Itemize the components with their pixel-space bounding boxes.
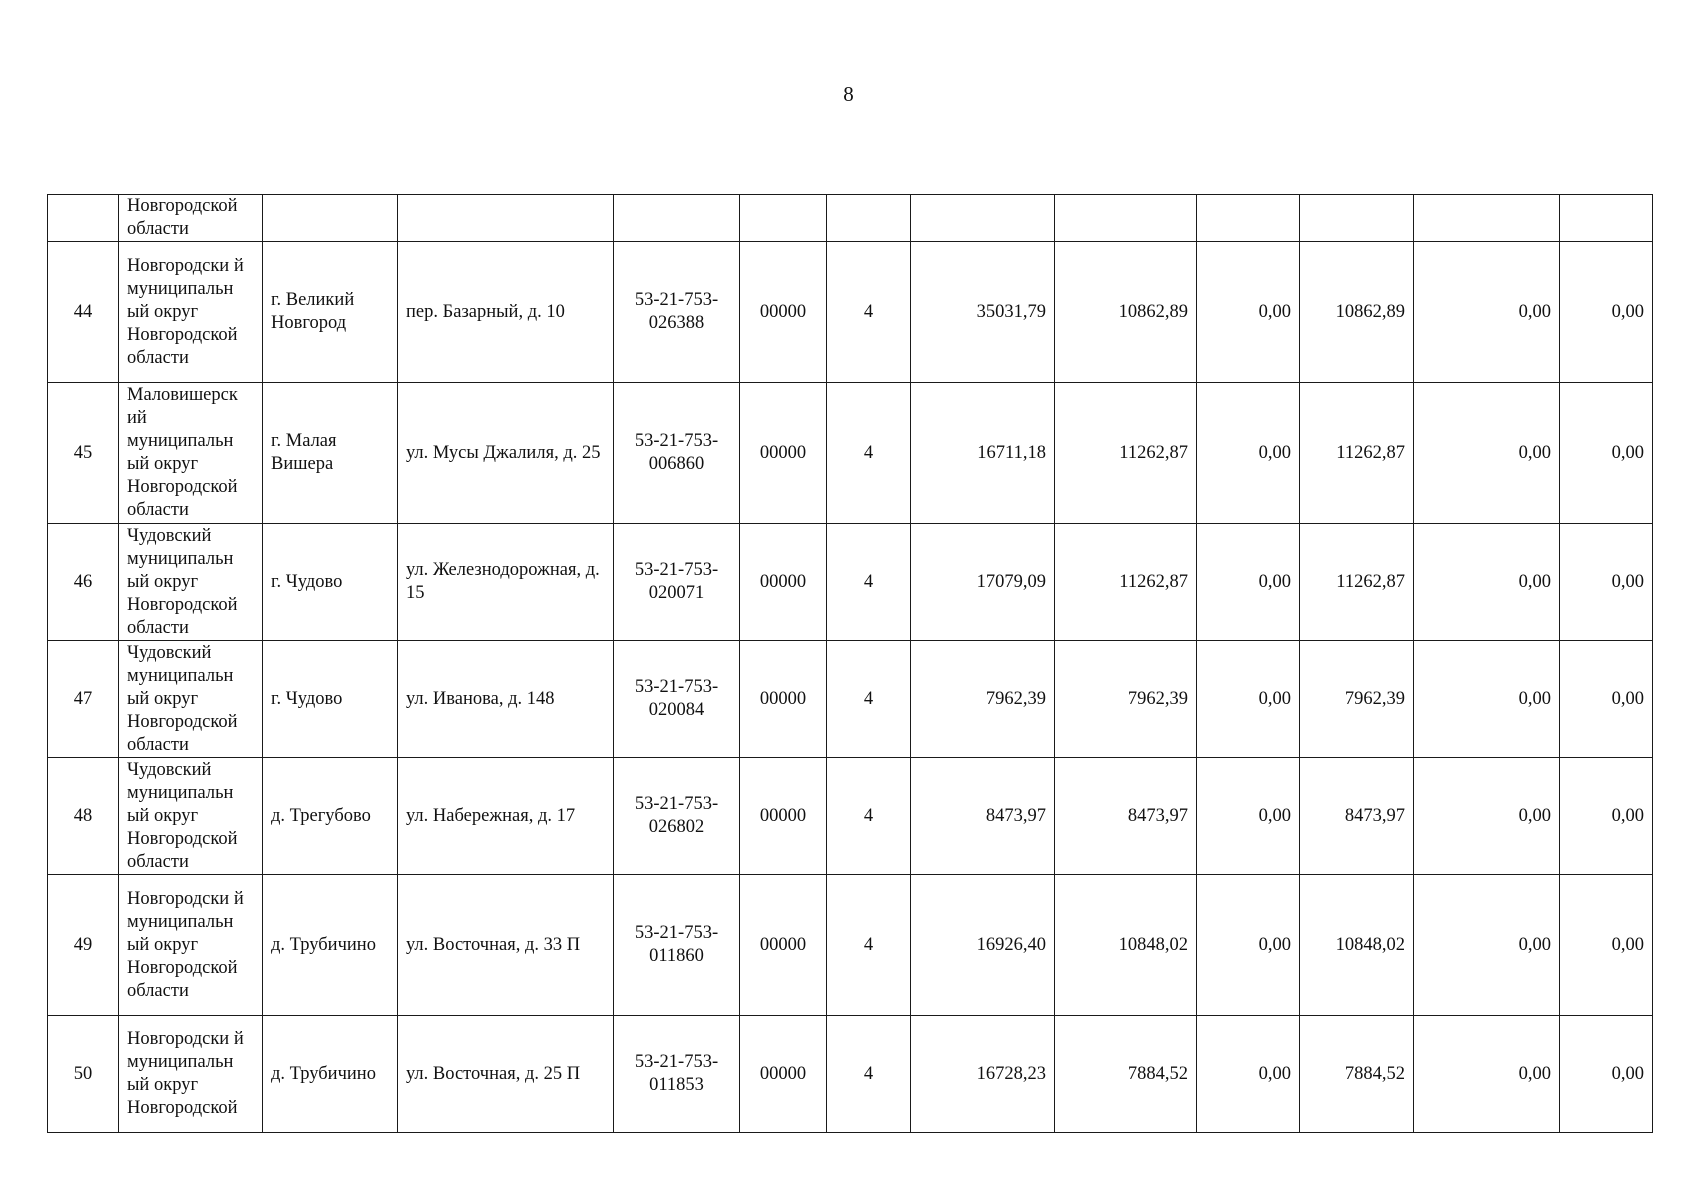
cell-value-1: 17079,09 bbox=[911, 524, 1055, 641]
cell-municipality: Маловишерск ий муниципальн ый округ Новгородской области bbox=[119, 383, 263, 524]
cell-value-1: 8473,97 bbox=[911, 758, 1055, 875]
cell-value-4: 7962,39 bbox=[1300, 641, 1414, 758]
cell-value-3: 0,00 bbox=[1197, 641, 1300, 758]
cell-kind: 00000 bbox=[740, 383, 827, 524]
cell-num: 45 bbox=[48, 383, 119, 524]
cell-value-6: 0,00 bbox=[1560, 641, 1653, 758]
cell-value-3: 0,00 bbox=[1197, 758, 1300, 875]
cell-value-5: 0,00 bbox=[1414, 758, 1560, 875]
cell-kind: 00000 bbox=[740, 1016, 827, 1133]
cell-value-2: 7884,52 bbox=[1055, 1016, 1197, 1133]
table-row bbox=[48, 524, 1653, 641]
cell-value-5: 0,00 bbox=[1414, 383, 1560, 524]
cell-kind: 00000 bbox=[740, 242, 827, 383]
cell-value-2 bbox=[1055, 195, 1197, 242]
cell-value-4: 11262,87 bbox=[1300, 383, 1414, 524]
cell-address: ул. Железнодорожная, д. 15 bbox=[398, 524, 614, 641]
cell-num: 47 bbox=[48, 641, 119, 758]
cell-locality: г. Чудово bbox=[263, 641, 398, 758]
cell-kind: 00000 bbox=[740, 641, 827, 758]
page-number: 8 bbox=[843, 82, 854, 106]
cell-value-6: 0,00 bbox=[1560, 875, 1653, 1016]
cell-value-3: 0,00 bbox=[1197, 875, 1300, 1016]
cell-count: 4 bbox=[827, 1016, 911, 1133]
cell-value-5: 0,00 bbox=[1414, 875, 1560, 1016]
table-row bbox=[48, 758, 1653, 875]
cell-kind: 00000 bbox=[740, 875, 827, 1016]
table-row bbox=[48, 875, 1653, 1016]
cell-address bbox=[398, 195, 614, 242]
table-row bbox=[48, 641, 1653, 758]
cell-num: 48 bbox=[48, 758, 119, 875]
cell-address: ул. Мусы Джалиля, д. 25 bbox=[398, 383, 614, 524]
table-row bbox=[48, 1016, 1653, 1133]
cell-count: 4 bbox=[827, 242, 911, 383]
cell-locality: г. Чудово bbox=[263, 524, 398, 641]
cell-locality: д. Трегубово bbox=[263, 758, 398, 875]
cell-value-4: 10848,02 bbox=[1300, 875, 1414, 1016]
cell-locality: г. Великий Новгород bbox=[263, 242, 398, 383]
cell-municipality: Чудовский муниципальн ый округ Новгородской области bbox=[119, 641, 263, 758]
cell-municipality: Новгородски й муниципальн ый округ Новгородской области bbox=[119, 875, 263, 1016]
cell-value-5: 0,00 bbox=[1414, 1016, 1560, 1133]
cell-value-1: 16926,40 bbox=[911, 875, 1055, 1016]
cell-address: пер. Базарный, д. 10 bbox=[398, 242, 614, 383]
cell-value-4: 10862,89 bbox=[1300, 242, 1414, 383]
cell-address: ул. Восточная, д. 25 П bbox=[398, 1016, 614, 1133]
cell-municipality: Новгородской области bbox=[119, 195, 263, 242]
cell-value-5: 0,00 bbox=[1414, 524, 1560, 641]
cell-value-3 bbox=[1197, 195, 1300, 242]
cell-value-2: 10862,89 bbox=[1055, 242, 1197, 383]
cell-value-2: 8473,97 bbox=[1055, 758, 1197, 875]
cell-value-4: 8473,97 bbox=[1300, 758, 1414, 875]
cell-value-6: 0,00 bbox=[1560, 383, 1653, 524]
cell-value-6 bbox=[1560, 195, 1653, 242]
cell-value-2: 11262,87 bbox=[1055, 383, 1197, 524]
cell-code: 53-21-753-026802 bbox=[614, 758, 740, 875]
cell-value-5: 0,00 bbox=[1414, 242, 1560, 383]
cell-value-1: 7962,39 bbox=[911, 641, 1055, 758]
cell-value-1: 35031,79 bbox=[911, 242, 1055, 383]
cell-locality: д. Трубичино bbox=[263, 875, 398, 1016]
cell-address: ул. Восточная, д. 33 П bbox=[398, 875, 614, 1016]
cell-municipality: Новгородски й муниципальн ый округ Новгородской bbox=[119, 1016, 263, 1133]
cell-municipality: Чудовский муниципальн ый округ Новгородской области bbox=[119, 758, 263, 875]
cell-count: 4 bbox=[827, 641, 911, 758]
cell-num: 46 bbox=[48, 524, 119, 641]
cell-value-1 bbox=[911, 195, 1055, 242]
cell-kind bbox=[740, 195, 827, 242]
cell-value-4: 7884,52 bbox=[1300, 1016, 1414, 1133]
cell-count: 4 bbox=[827, 383, 911, 524]
cell-code: 53-21-753-020071 bbox=[614, 524, 740, 641]
table-row bbox=[48, 383, 1653, 524]
cell-num: 44 bbox=[48, 242, 119, 383]
cell-value-3: 0,00 bbox=[1197, 383, 1300, 524]
cell-municipality: Новгородски й муниципальн ый округ Новгородской области bbox=[119, 242, 263, 383]
cell-num: 50 bbox=[48, 1016, 119, 1133]
cell-kind: 00000 bbox=[740, 524, 827, 641]
cell-locality bbox=[263, 195, 398, 242]
cell-count: 4 bbox=[827, 758, 911, 875]
cell-kind: 00000 bbox=[740, 758, 827, 875]
cell-value-6: 0,00 bbox=[1560, 524, 1653, 641]
cell-address: ул. Набережная, д. 17 bbox=[398, 758, 614, 875]
cell-value-6: 0,00 bbox=[1560, 242, 1653, 383]
cell-code bbox=[614, 195, 740, 242]
cell-num bbox=[48, 195, 119, 242]
cell-code: 53-21-753-011853 bbox=[614, 1016, 740, 1133]
cell-value-6: 0,00 bbox=[1560, 758, 1653, 875]
cell-value-4: 11262,87 bbox=[1300, 524, 1414, 641]
cell-value-5 bbox=[1414, 195, 1560, 242]
cell-value-5: 0,00 bbox=[1414, 641, 1560, 758]
cell-locality: д. Трубичино bbox=[263, 1016, 398, 1133]
cell-value-2: 7962,39 bbox=[1055, 641, 1197, 758]
cell-count: 4 bbox=[827, 875, 911, 1016]
cell-value-1: 16728,23 bbox=[911, 1016, 1055, 1133]
cell-locality: г. Малая Вишера bbox=[263, 383, 398, 524]
table-row bbox=[48, 242, 1653, 383]
cell-value-4 bbox=[1300, 195, 1414, 242]
cell-code: 53-21-753-006860 bbox=[614, 383, 740, 524]
cell-num: 49 bbox=[48, 875, 119, 1016]
cell-value-3: 0,00 bbox=[1197, 242, 1300, 383]
data-table bbox=[47, 194, 1653, 1133]
cell-count: 4 bbox=[827, 524, 911, 641]
cell-code: 53-21-753-020084 bbox=[614, 641, 740, 758]
cell-address: ул. Иванова, д. 148 bbox=[398, 641, 614, 758]
table-row-continuation bbox=[48, 195, 1653, 242]
cell-municipality: Чудовский муниципальн ый округ Новгородской области bbox=[119, 524, 263, 641]
cell-count bbox=[827, 195, 911, 242]
cell-code: 53-21-753-011860 bbox=[614, 875, 740, 1016]
cell-code: 53-21-753-026388 bbox=[614, 242, 740, 383]
cell-value-2: 11262,87 bbox=[1055, 524, 1197, 641]
cell-value-3: 0,00 bbox=[1197, 524, 1300, 641]
cell-value-6: 0,00 bbox=[1560, 1016, 1653, 1133]
cell-value-2: 10848,02 bbox=[1055, 875, 1197, 1016]
cell-value-1: 16711,18 bbox=[911, 383, 1055, 524]
cell-value-3: 0,00 bbox=[1197, 1016, 1300, 1133]
